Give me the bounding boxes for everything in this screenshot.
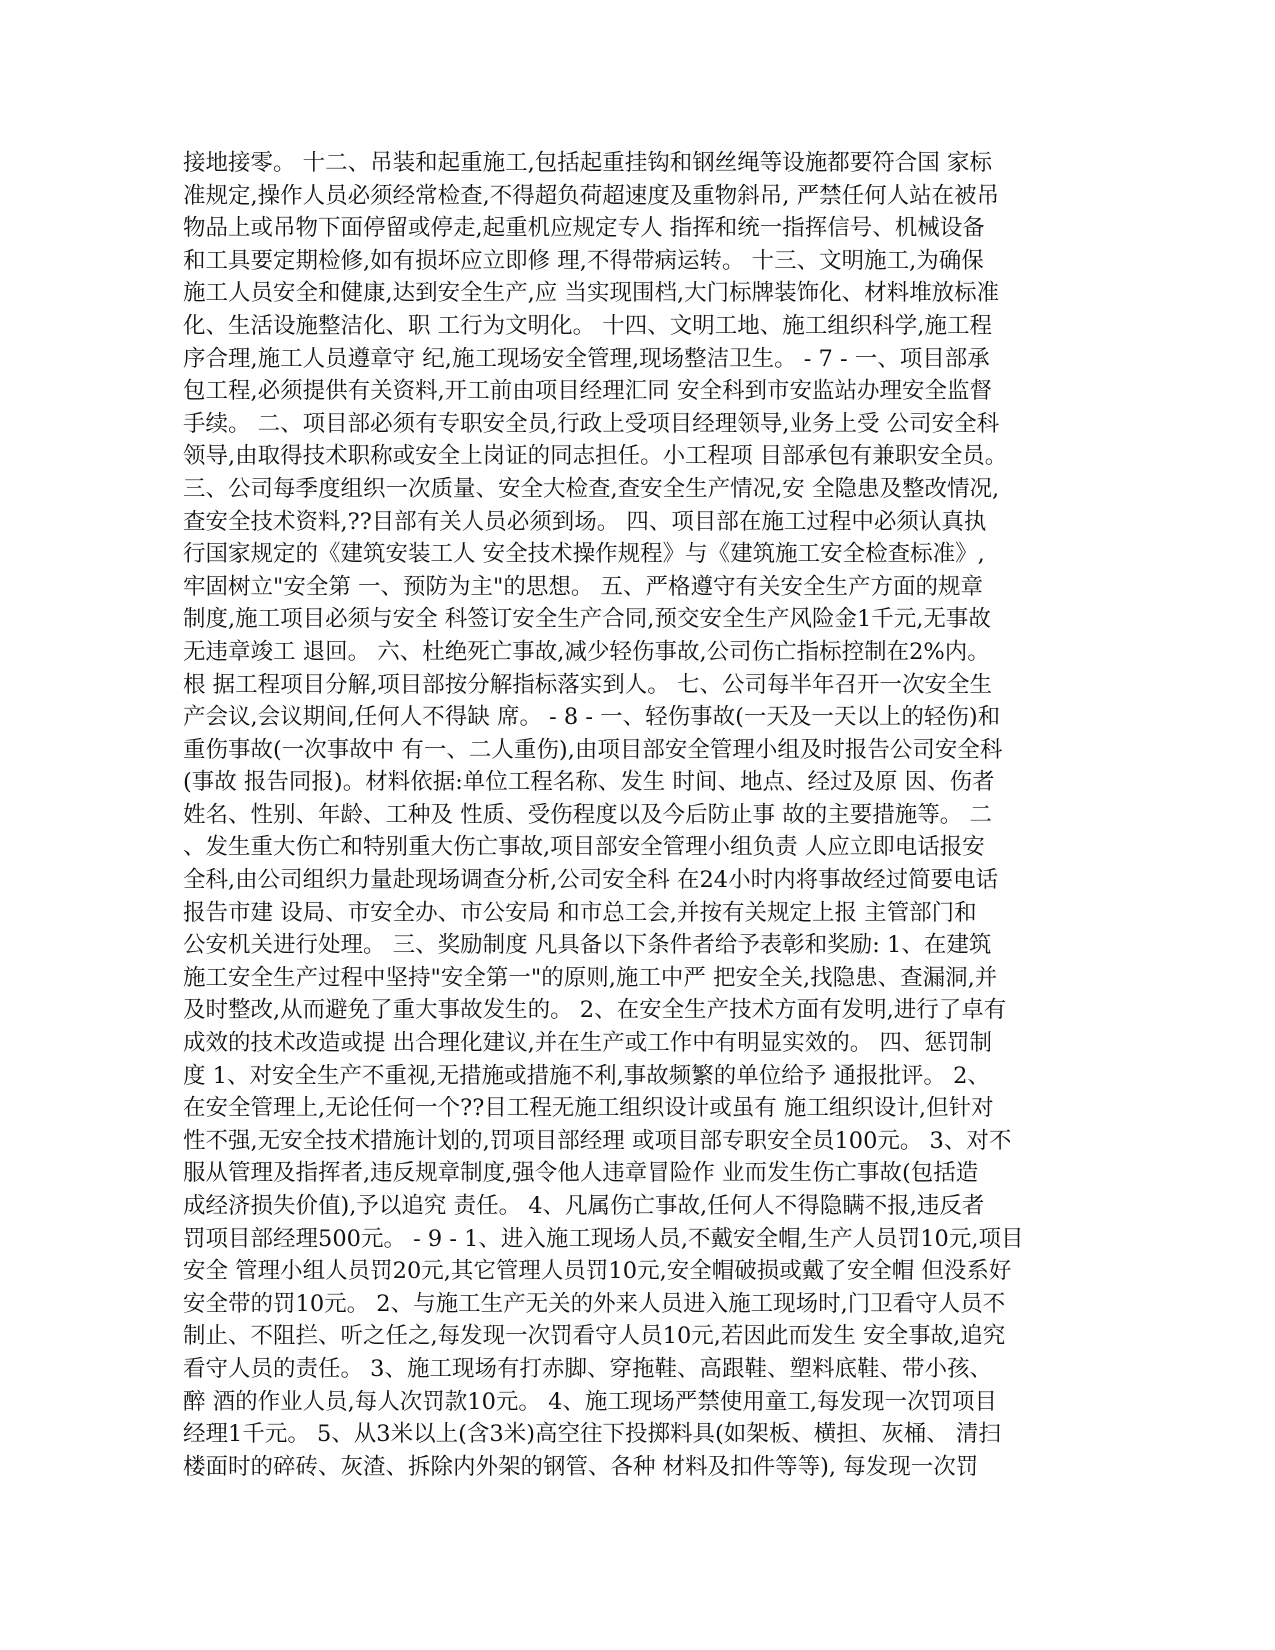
text-line: 接地接零。 十二、吊装和起重施工,包括起重挂钩和钢丝绳等设施都要符合国 家标 <box>183 150 992 176</box>
text-line: 安全 管理小组人员罚20元,其它管理人员罚10元,安全帽破损或戴了安全帽 但没系好 <box>183 1258 1012 1285</box>
text-line: 准规定,操作人员必须经常检查,不得超负荷超速度及重物斜吊, 严禁任何人站在被吊 <box>183 182 1000 209</box>
text-line: 领导,由取得技术职称或安全上岗证的同志担任。小工程项 目部承包有兼职安全员。 <box>183 443 1008 470</box>
text-line: 无违章竣工 退回。 六、杜绝死亡事故,减少轻伤事故,公司伤亡指标控制在2%内。 <box>183 638 990 665</box>
text-line: 报告市建 设局、市安全办、市公安局 和市总工会,并按有关规定上报 主管部门和 <box>183 899 977 926</box>
text-line: 三、公司每季度组织一次质量、安全大检查,查安全生产情况,安 全隐患及整改情况, <box>183 475 1000 502</box>
text-line: 楼面时的碎砖、灰渣、拆除内外架的钢管、各种 材料及扣件等等), 每发现一次罚 <box>183 1453 979 1480</box>
text-line: 化、生活设施整洁化、职 工行为文明化。 十四、文明工地、施工组织科学,施工程 <box>183 312 992 339</box>
text-line: 在安全管理上,无论任何一个??目工程无施工组织设计或虽有 施工组织设计,但针对 <box>183 1095 994 1122</box>
text-line: 行国家规定的《建筑安装工人 安全技术操作规程》与《建筑施工安全检查标准》, <box>183 541 985 568</box>
text-line: 经理1千元。 5、从3米以上(含3米)高空往下投掷料具(如架板、横担、灰桶、 清扫 <box>183 1421 1001 1448</box>
text-line: 罚项目部经理500元。 - 9 - 1、进入施工现场人员,不戴安全帽,生产人员罚10元,项目 <box>183 1225 1024 1252</box>
text-line: 性不强,无安全技术措施计划的,罚项目部经理 或项目部专职安全员100元。 3、对不 <box>183 1127 1012 1154</box>
text-line: (事故 报告同报)。材料依据:单位工程名称、发生 时间、地点、经过及原 因、伤者 <box>183 769 995 796</box>
text-line: 、发生重大伤亡和特别重大伤亡事故,项目部安全管理小组负责 人应立即电话报安 <box>183 834 985 861</box>
text-line: 制止、不阻拦、听之任之,每发现一次罚看守人员10元,若因此而发生 安全事故,追究 <box>183 1323 1006 1350</box>
text-line: 醉 酒的作业人员,每人次罚款10元。 4、施工现场严禁使用童工,每发现一次罚项目 <box>183 1388 998 1415</box>
text-line: 成经济损失价值),予以追究 责任。 4、凡属伤亡事故,任何人不得隐瞒不报,违反者 <box>183 1193 985 1219</box>
text-line: 包工程,必须提供有关资料,开工前由项目经理汇同 安全科到市安监站办理安全监督 <box>183 378 992 405</box>
text-line: 和工具要定期检修,如有损坏应立即修 理,不得带病运转。 十三、文明施工,为确保 <box>183 247 984 274</box>
text-line: 根 据工程项目分解,项目部按分解指标落实到人。 七、公司每半年召开一次安全生 <box>183 671 992 698</box>
text-line: 服从管理及指挥者,违反规章制度,强令他人违章冒险作 业而发生伤亡事故(包括造 <box>183 1160 979 1187</box>
text-line: 制度,施工项目必须与安全 科签订安全生产合同,预交安全生产风险金1千元,无事故 <box>183 606 991 633</box>
text-line: 牢固树立"安全第 一、预防为主"的思想。 五、严格遵守有关安全生产方面的规章 <box>183 573 984 600</box>
text-line: 成效的技术改造或提 出合理化建议,并在生产或工作中有明显实效的。 四、惩罚制 <box>183 1030 992 1057</box>
text-line: 公安机关进行处理。 三、奖励制度 凡具备以下条件者给予表彰和奖励: 1、在建筑 <box>183 932 992 959</box>
text-line: 安全带的罚10元。 2、与施工生产无关的外来人员进入施工现场时,门卫看守人员不 <box>183 1290 1006 1317</box>
text-line: 施工安全生产过程中坚持"安全第一"的原则,施工中严 把安全关,找隐患、查漏洞,并 <box>183 964 998 991</box>
text-line: 手续。 二、项目部必须有专职安全员,行政上受项目经理领导,业务上受 公司安全科 <box>183 410 1000 437</box>
text-line: 看守人员的责任。 3、施工现场有打赤脚、穿拖鞋、高跟鞋、塑料底鞋、带小孩、 <box>183 1355 992 1382</box>
text-line: 施工人员安全和健康,达到安全生产,应 当实现围档,大门标牌装饰化、材料堆放标准 <box>183 280 1000 307</box>
text-line: 度 1、对安全生产不重视,无措施或措施不利,事故频繁的单位给予 通报批评。 2、 <box>183 1062 990 1089</box>
text-line: 及时整改,从而避免了重大事故发生的。 2、在安全生产技术方面有发明,进行了卓有 <box>183 997 1007 1024</box>
text-line: 产会议,会议期间,任何人不得缺 席。 - 8 - 一、轻伤事故(一天及一天以上的轻伤)和 <box>183 704 1001 731</box>
text-line: 姓名、性别、年龄、工种及 性质、受伤程度以及今后防止事 故的主要措施等。 二 <box>183 801 992 828</box>
text-line: 查安全技术资料,??目部有关人员必须到场。 四、项目部在施工过程中必须认真执 <box>183 508 987 535</box>
body-text <box>183 147 1083 1483</box>
text-line: 全科,由公司组织力量赴现场调查分析,公司安全科 在24小时内将事故经过简要电话 <box>183 867 999 894</box>
text-line: 序合理,施工人员遵章守 纪,施工现场安全管理,现场整洁卫生。 - 7 - 一、项目部承 <box>183 345 990 372</box>
text-line: 物品上或吊物下面停留或停走,起重机应规定专人 指挥和统一指挥信号、机械设备 <box>183 215 985 242</box>
text-line: 重伤事故(一次事故中 有一、二人重伤),由项目部安全管理小组及时报告公司安全科 <box>183 736 1003 763</box>
